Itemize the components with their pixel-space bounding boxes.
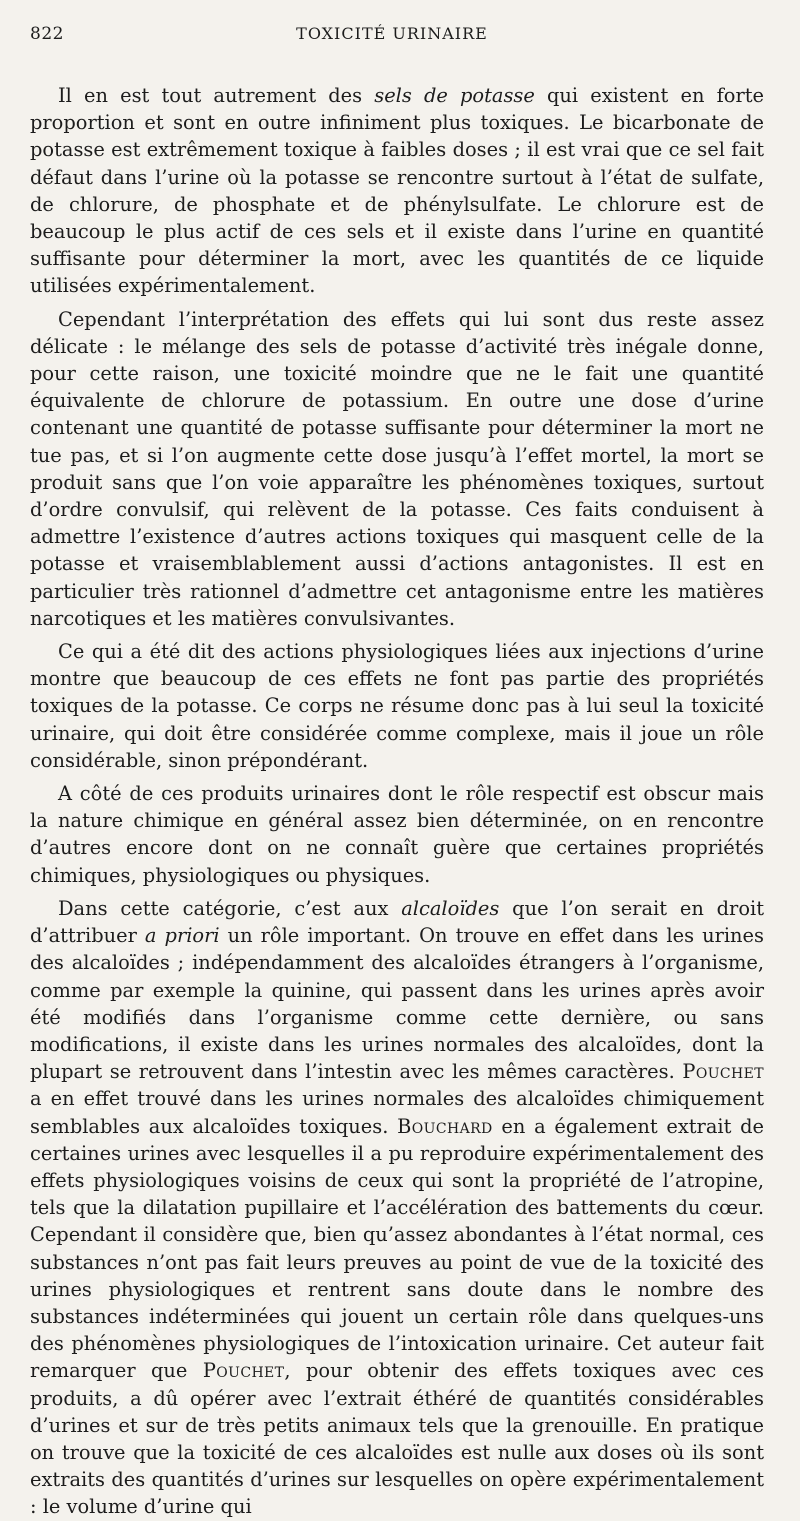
text-run: en a également extrait de certaines urines avec lesquelles il a pu reproduire expérimentalement des effets physiologiques voisins de ceux qui sont la propriété de l’atropine, tels que la dilatation pupillaire et l’accélération des battements du cœur. Cependant il considère que, bien qu’assez abondantes à l’état normal, ces substances n’ont pas fait leurs preuves au point de vue de la toxicité des urines physiologiques et rentrent sans doute dans le nombre des substances indéterminées qui jouent un certain rôle dans quelques-uns des phénomènes physiologiques de l’intoxication urinaire. Cet auteur fait remarquer que	[30, 1114, 764, 1383]
text-run: , pour obtenir des effets toxiques avec ces produits, a dû opérer avec l’extrait éthéré de quantités considérables d’urines et sur de très petits animaux tels que la grenouille. En pratique on trouve que la toxicité de ces alcaloïdes est nulle aux doses où ils sont extraits des quantités d’urines sur lesquelles on opère expérimentalement : le volume d’urine qui	[30, 1359, 764, 1519]
body-text	[30, 82, 764, 1521]
text-run: Il en est tout autrement des	[58, 84, 375, 107]
page-number: 822	[30, 24, 64, 44]
paragraph-1	[30, 82, 764, 300]
paragraph-3	[30, 638, 764, 774]
text-run: qui existent en forte proportion et sont en outre infiniment plus toxiques. Le bicarbonate de potasse est extrêmement toxique à faibles doses ; il est vrai que ce sel fait défaut dans l’urine où la potasse se rencontre surtout à l’état de sulfate, de chlorure, de phosphate et de phénylsulfate. Le chlorure est de beaucoup le plus actif de ces sels et il existe dans l’urine en quantité suffisante pour déterminer la mort, avec les quantités de ce liquide utilisées expérimentalement.	[30, 84, 764, 298]
running-title: TOXICITÉ URINAIRE	[296, 24, 488, 43]
italic-term: alcaloïdes	[401, 896, 500, 920]
text-run: A côté de ces produits urinaires dont le rôle respectif est obscur mais la nature chimique en général assez bien déterminée, on en rencontre d’autres encore dont on ne connaît guère que certaines propriétés chimiques, physiologiques ou physiques.	[30, 782, 764, 887]
text-run: Dans cette catégorie, c’est aux	[58, 896, 402, 920]
italic-term: sels de potasse	[374, 84, 535, 107]
paragraph-5	[30, 895, 764, 1521]
text-run: a en effet trouvé dans les urines normales des alcaloïdes chimiquement semblables aux alcaloïdes toxiques.	[30, 1087, 764, 1138]
author-name: Bouchard	[397, 1114, 493, 1138]
text-run: Cependant l’interprétation des effets qui lui sont dus reste assez délicate : le mélange des sels de potasse d’activité très inégale donne, pour cette raison, une toxicité moindre que ne le fait une quantité équivalente de chlorure de potassium. En outre une dose d’urine contenant une quantité de potasse suffisante pour déterminer la mort ne tue pas, et si l’on augmente cette dose jusqu’à l’effet mortel, la mort se produit sans que l’on voie apparaître les phénomènes toxiques, surtout d’ordre convulsif, qui relèvent de la potasse. Ces faits conduisent à admettre l’existence d’autres actions toxiques qui masquent celle de la potasse et vraisemblablement aussi d’actions antagonistes. Il est en particulier très rationnel d’admettre cet antagonisme entre les matières narcotiques et les matières convulsivantes.	[30, 307, 764, 630]
paragraph-4	[30, 780, 764, 889]
italic-term: a priori	[144, 924, 220, 948]
text-run: que l’on serait en droit d’attribuer	[30, 896, 764, 948]
text-run: un rôle important. On trouve en effet dans les urines des alcaloïdes ; indépendamment des alcaloïdes étrangers à l’organisme, comme par exemple la quinine, qui passent dans les urines après avoir été modifiés dans l’organisme comme cette dernière, ou sans modifications, il existe dans les urines normales des alcaloïdes, dont la plupart se retrouvent dans l’intestin avec les mêmes caractères.	[30, 924, 764, 1084]
page-header	[30, 24, 764, 60]
paragraph-2	[30, 306, 764, 632]
author-name: Pouchet	[682, 1060, 764, 1084]
author-name: Pouchet	[202, 1359, 285, 1383]
text-run: Ce qui a été dit des actions physiologiques liées aux injections d’urine montre que beaucoup de ces effets ne font pas partie des propriétés toxiques de la potasse. Ce corps ne résume donc pas à lui seul la toxicité urinaire, qui doit être considérée comme complexe, mais il joue un rôle considérable, sinon prépondérant.	[30, 640, 764, 772]
